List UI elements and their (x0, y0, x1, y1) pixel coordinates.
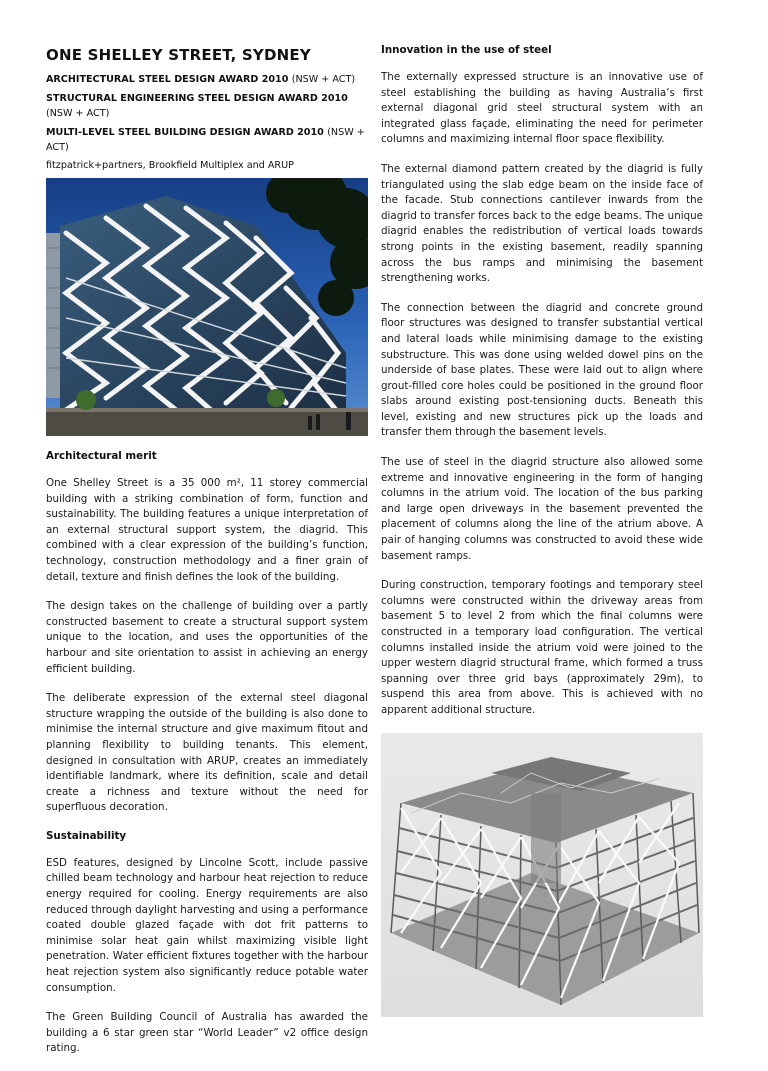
section-heading: Innovation in the use of steel (381, 44, 552, 56)
award-line (46, 125, 368, 155)
award-region: (NSW + ACT) (46, 108, 110, 119)
page-title: ONE SHELLEY STREET, SYDNEY (46, 46, 311, 64)
paragraph: ESD features, designed by Lincolne Scott, include passive chilled beam technology and harbour heat rejection to reduce energy required for cooling. Energy requirements are also reduced through daylight harvesting and using a performance coated double glazed façade with dot frit patterns to minimise solar heat gain whilst maximizing visible light penetration. Water efficient fixtures together with the harbour heat rejection system also significantly reduce potable water consumption. (46, 856, 368, 994)
paragraph: The external diamond pattern created by the diagrid is fully triangulated using the slab edge beam on the inside face of the facade. Stub connections cantilever inwards from the diagrid to transfer forces back to the edge beams. The unique diagrid enables the redistribution of vertical loads towards strong points in the existing basement, readily spanning across the bus ramps and minimising the basement strengthening works. (381, 162, 703, 285)
paragraph: The externally expressed structure is an innovative use of steel establishing the building as having Australia’s first external diagonal grid steel structural system with an integrated glass façade, eliminating the need for perimeter columns and maximizing internal floor space flexibility. (381, 71, 703, 146)
paragraph: The design takes on the challenge of building over a partly constructed basement to create a structural support system unique to the location, and uses the opportunities of the harbour and site orientation to assist in achieving an energy efficient building. (46, 600, 368, 675)
paragraph: The deliberate expression of the external steel diagonal structure wrapping the outside of the building is also done to minimise the internal structure and give maximum fitout and planning flexibility to building tenants. This element, designed in consultation with ARUP, creates an immediately identifiable landmark, where its definition, scale and detail create a richness and texture without the need for superfluous decoration. (46, 692, 368, 814)
award-line (46, 91, 368, 121)
award-name: STRUCTURAL ENGINEERING STEEL DESIGN AWARD 2010 (46, 93, 348, 104)
building-photo-illustration (46, 178, 368, 436)
paragraph: The connection between the diagrid and concrete ground floor structures was designed to transfer substantial vertical and lateral loads while minimising damage to the existing substructure. This was done using welded dowel pins on the underside of base plates. These were laid out to align where grout-filled core holes could be positioned in the ground floor slabs around existing post-tensioning ducts. Beneath this level, existing and new structures pick up the loads and transfer them through the basement levels. (381, 301, 703, 439)
award-line (46, 72, 368, 87)
award-region: (NSW + ACT) (291, 74, 356, 85)
paragraph: During construction, temporary footings and temporary steel columns were constructed within the driveway areas from basement 5 to level 2 from which the final columns were constructed in a temporary load configuration. The vertical columns installed inside the atrium void were joined to the upper western diagrid structural frame, which formed a truss spanning over three grid bays (approximately 29m), to suspend this area from above. This is achieved with no apparent additional structure. (381, 579, 703, 716)
paragraph: The Green Building Council of Australia has awarded the building a 6 star green star “World Leader” v2 office design rating. (46, 1011, 368, 1055)
structural-model-illustration (381, 733, 703, 1017)
paragraph: The use of steel in the diagrid structure also allowed some extreme and innovative engineering in the form of hanging columns in the atrium void. The location of the bus parking and large open driveways in the basement prevented the placement of columns along the line of the atrium above. A pair of hanging columns was constructed to avoid these wide basement ramps. (381, 456, 703, 562)
paragraph: One Shelley Street is a 35 000 m², 11 storey commercial building with a striking combination of form, function and sustainability. The building features a unique interpretation of an external structural support system, the diagrid. This combined with a clear expression of the building’s function, technology, construction methodology and a finer grain of detail, texture and finish defines the look of the building. (46, 477, 368, 583)
section-heading: Architectural merit (46, 450, 157, 462)
right-column (381, 40, 703, 1017)
credits: fitzpatrick+partners, Brookfield Multiplex and ARUP (46, 160, 294, 171)
building-photo (46, 178, 368, 436)
award-name: MULTI-LEVEL STEEL BUILDING DESIGN AWARD 2010 (46, 127, 324, 138)
section-heading: Sustainability (46, 829, 127, 842)
award-region: (NSW + ACT) (46, 127, 365, 153)
award-name: ARCHITECTURAL STEEL DESIGN AWARD 2010 (46, 74, 289, 85)
left-column (46, 40, 368, 1071)
structure-render (381, 733, 703, 1017)
